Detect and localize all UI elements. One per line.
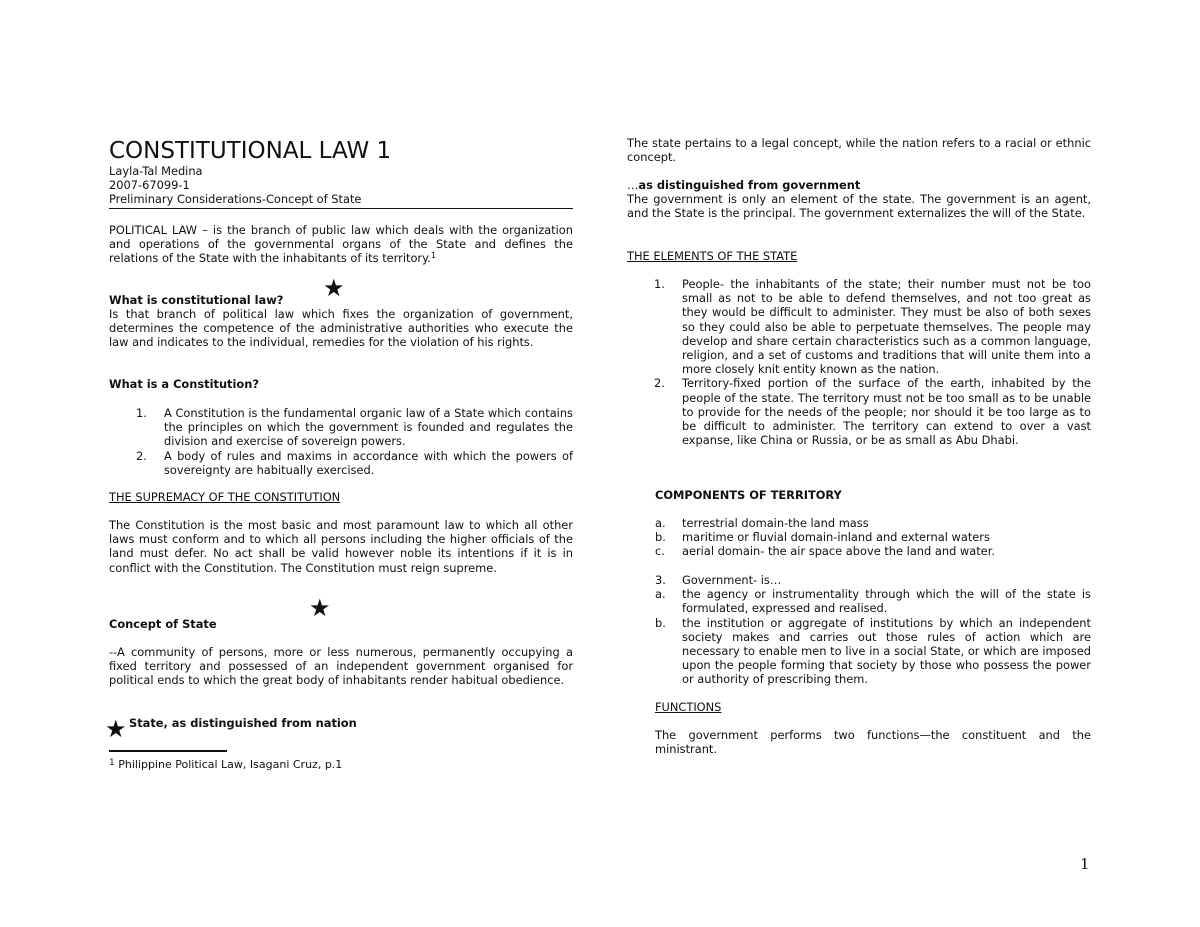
list-item — [655, 573, 1091, 587]
components-list — [655, 516, 1091, 559]
supremacy-heading: THE SUPREMACY OF THE CONSTITUTION — [109, 490, 341, 504]
functions-body: The government performs two functions—the constituent and the ministrant. — [655, 728, 1091, 757]
footnote-marker: 1 — [109, 758, 115, 768]
list-item — [627, 376, 1091, 447]
list-item-text: terrestrial domain-the land mass — [682, 516, 869, 530]
footnote — [109, 758, 342, 772]
list-marker: c. — [655, 544, 665, 559]
list-item — [655, 587, 1091, 615]
list-item-text: A body of rules and maxims in accordance with which the powers of sovereignty are habitually exercised. — [164, 448, 573, 477]
constitution-list — [109, 406, 573, 477]
list-item-text: Government- is… — [682, 573, 782, 587]
political-law-paragraph — [109, 223, 573, 266]
list-item — [627, 277, 1091, 376]
list-marker: 1. — [654, 277, 665, 291]
concept-body: --A community of persons, more or less numerous, permanently occupying a fixed territory and possessed of an independent government organised for political ends to which the great body of inhabitants render habitual obedience. — [109, 645, 573, 688]
government-body: The government is only an element of the state. The government is an agent, and the State is the principal. The government externalizes the will of the State. — [627, 192, 1091, 221]
header-rule — [109, 208, 573, 209]
topic-line: Preliminary Considerations-Concept of State — [109, 192, 362, 206]
list-item — [109, 449, 573, 477]
list-item-text: Territory-fixed portion of the surface of the earth, inhabited by the people of the state. The territory must not be too small as to be unable to provide for the needs of the people; nor should it be too large as to be difficult to administer. The territory can extend to over a vast expanse, like China or Russia, or be as small as Abu Dhabi. — [682, 376, 1091, 448]
list-marker: b. — [655, 530, 666, 545]
list-item — [109, 406, 573, 449]
list-item-text: aerial domain- the air space above the land and water. — [682, 544, 995, 559]
list-item — [655, 516, 1091, 530]
political-law-text: POLITICAL LAW – is the branch of public law which deals with the organization and operations of the governmental organs of the State and defines the relations of the State with the inhabitants of its territory. — [109, 223, 573, 266]
footnote-text: Philippine Political Law, Isagani Cruz, p.1 — [118, 758, 343, 771]
footnote-rule — [109, 750, 227, 752]
concept-heading: Concept of State — [109, 617, 217, 631]
ellipsis: … — [627, 178, 639, 192]
list-marker: a. — [655, 587, 666, 602]
components-heading: COMPONENTS OF TERRITORY — [655, 488, 842, 502]
government-heading — [627, 178, 1091, 192]
list-marker: 2. — [136, 448, 147, 463]
list-item-text: People- the inhabitants of the state; their number must not be too small as not to be able to defend themselves, and not too great as they would be difficult to administer. They must be also of both sexes so they could also be able to perpetuate themselves. The people may develop and share certain characteristics such as a common language, religion, and a set of customs and traditions that will unite them into a more closely knit entity known as the nation. — [682, 277, 1091, 377]
list-item — [655, 544, 1091, 558]
star-icon: ★ — [309, 594, 331, 622]
q1-heading: What is constitutional law? — [109, 293, 284, 307]
list-marker: 2. — [654, 376, 665, 391]
nation-body: The state pertains to a legal concept, while the nation refers to a racial or ethnic concept. — [627, 136, 1091, 165]
star-icon: ★ — [105, 715, 127, 743]
list-marker: b. — [655, 615, 666, 630]
q1-body: Is that branch of political law which fixes the organization of government, determines the competence of the administrative authorities who execute the law and indicates to the individual, remedies for the violation of his rights. — [109, 307, 573, 350]
q2-heading: What is a Constitution? — [109, 377, 259, 391]
functions-heading: FUNCTIONS — [655, 700, 722, 714]
list-item-text: A Constitution is the fundamental organic law of a State which contains the principles on which the government is founded and regulates the division and exercise of sovereign powers. — [164, 406, 573, 449]
nation-heading: State, as distinguished from nation — [129, 716, 357, 730]
page-number: 1 — [1080, 855, 1090, 873]
list-marker: 1. — [136, 406, 147, 420]
list-item-text: maritime or fluvial domain-inland and external waters — [682, 530, 990, 545]
list-marker: a. — [655, 516, 666, 530]
list-item-text: the agency or instrumentality through which the will of the state is formulated, expressed and realised. — [682, 587, 1091, 616]
list-marker: 3. — [655, 573, 666, 587]
government-heading-text: as distinguished from government — [638, 178, 861, 192]
footnote-reference: 1 — [430, 251, 436, 261]
star-icon: ★ — [323, 274, 345, 302]
list-item — [655, 616, 1091, 687]
list-item — [655, 530, 1091, 544]
list-item-text: the institution or aggregate of institutions by which an independent society makes and carries out those rules of action which are necessary to enable men to live in a social State, or which are imposed upon the people forming that society by those who possess the power or authority of prescribing them. — [682, 615, 1091, 687]
government-list — [655, 573, 1091, 687]
author-name: Layla-Tal Medina — [109, 164, 203, 178]
document-title: CONSTITUTIONAL LAW 1 — [109, 138, 392, 164]
elements-heading: THE ELEMENTS OF THE STATE — [627, 249, 798, 263]
student-id: 2007-67099-1 — [109, 178, 190, 192]
supremacy-body: The Constitution is the most basic and most paramount law to which all other laws must conform and to which all persons including the higher officials of the land must defer. No act shall be valid however noble its intentions if it is in conflict with the Constitution. The Constitution must reign supreme. — [109, 518, 573, 575]
elements-list — [627, 277, 1091, 447]
